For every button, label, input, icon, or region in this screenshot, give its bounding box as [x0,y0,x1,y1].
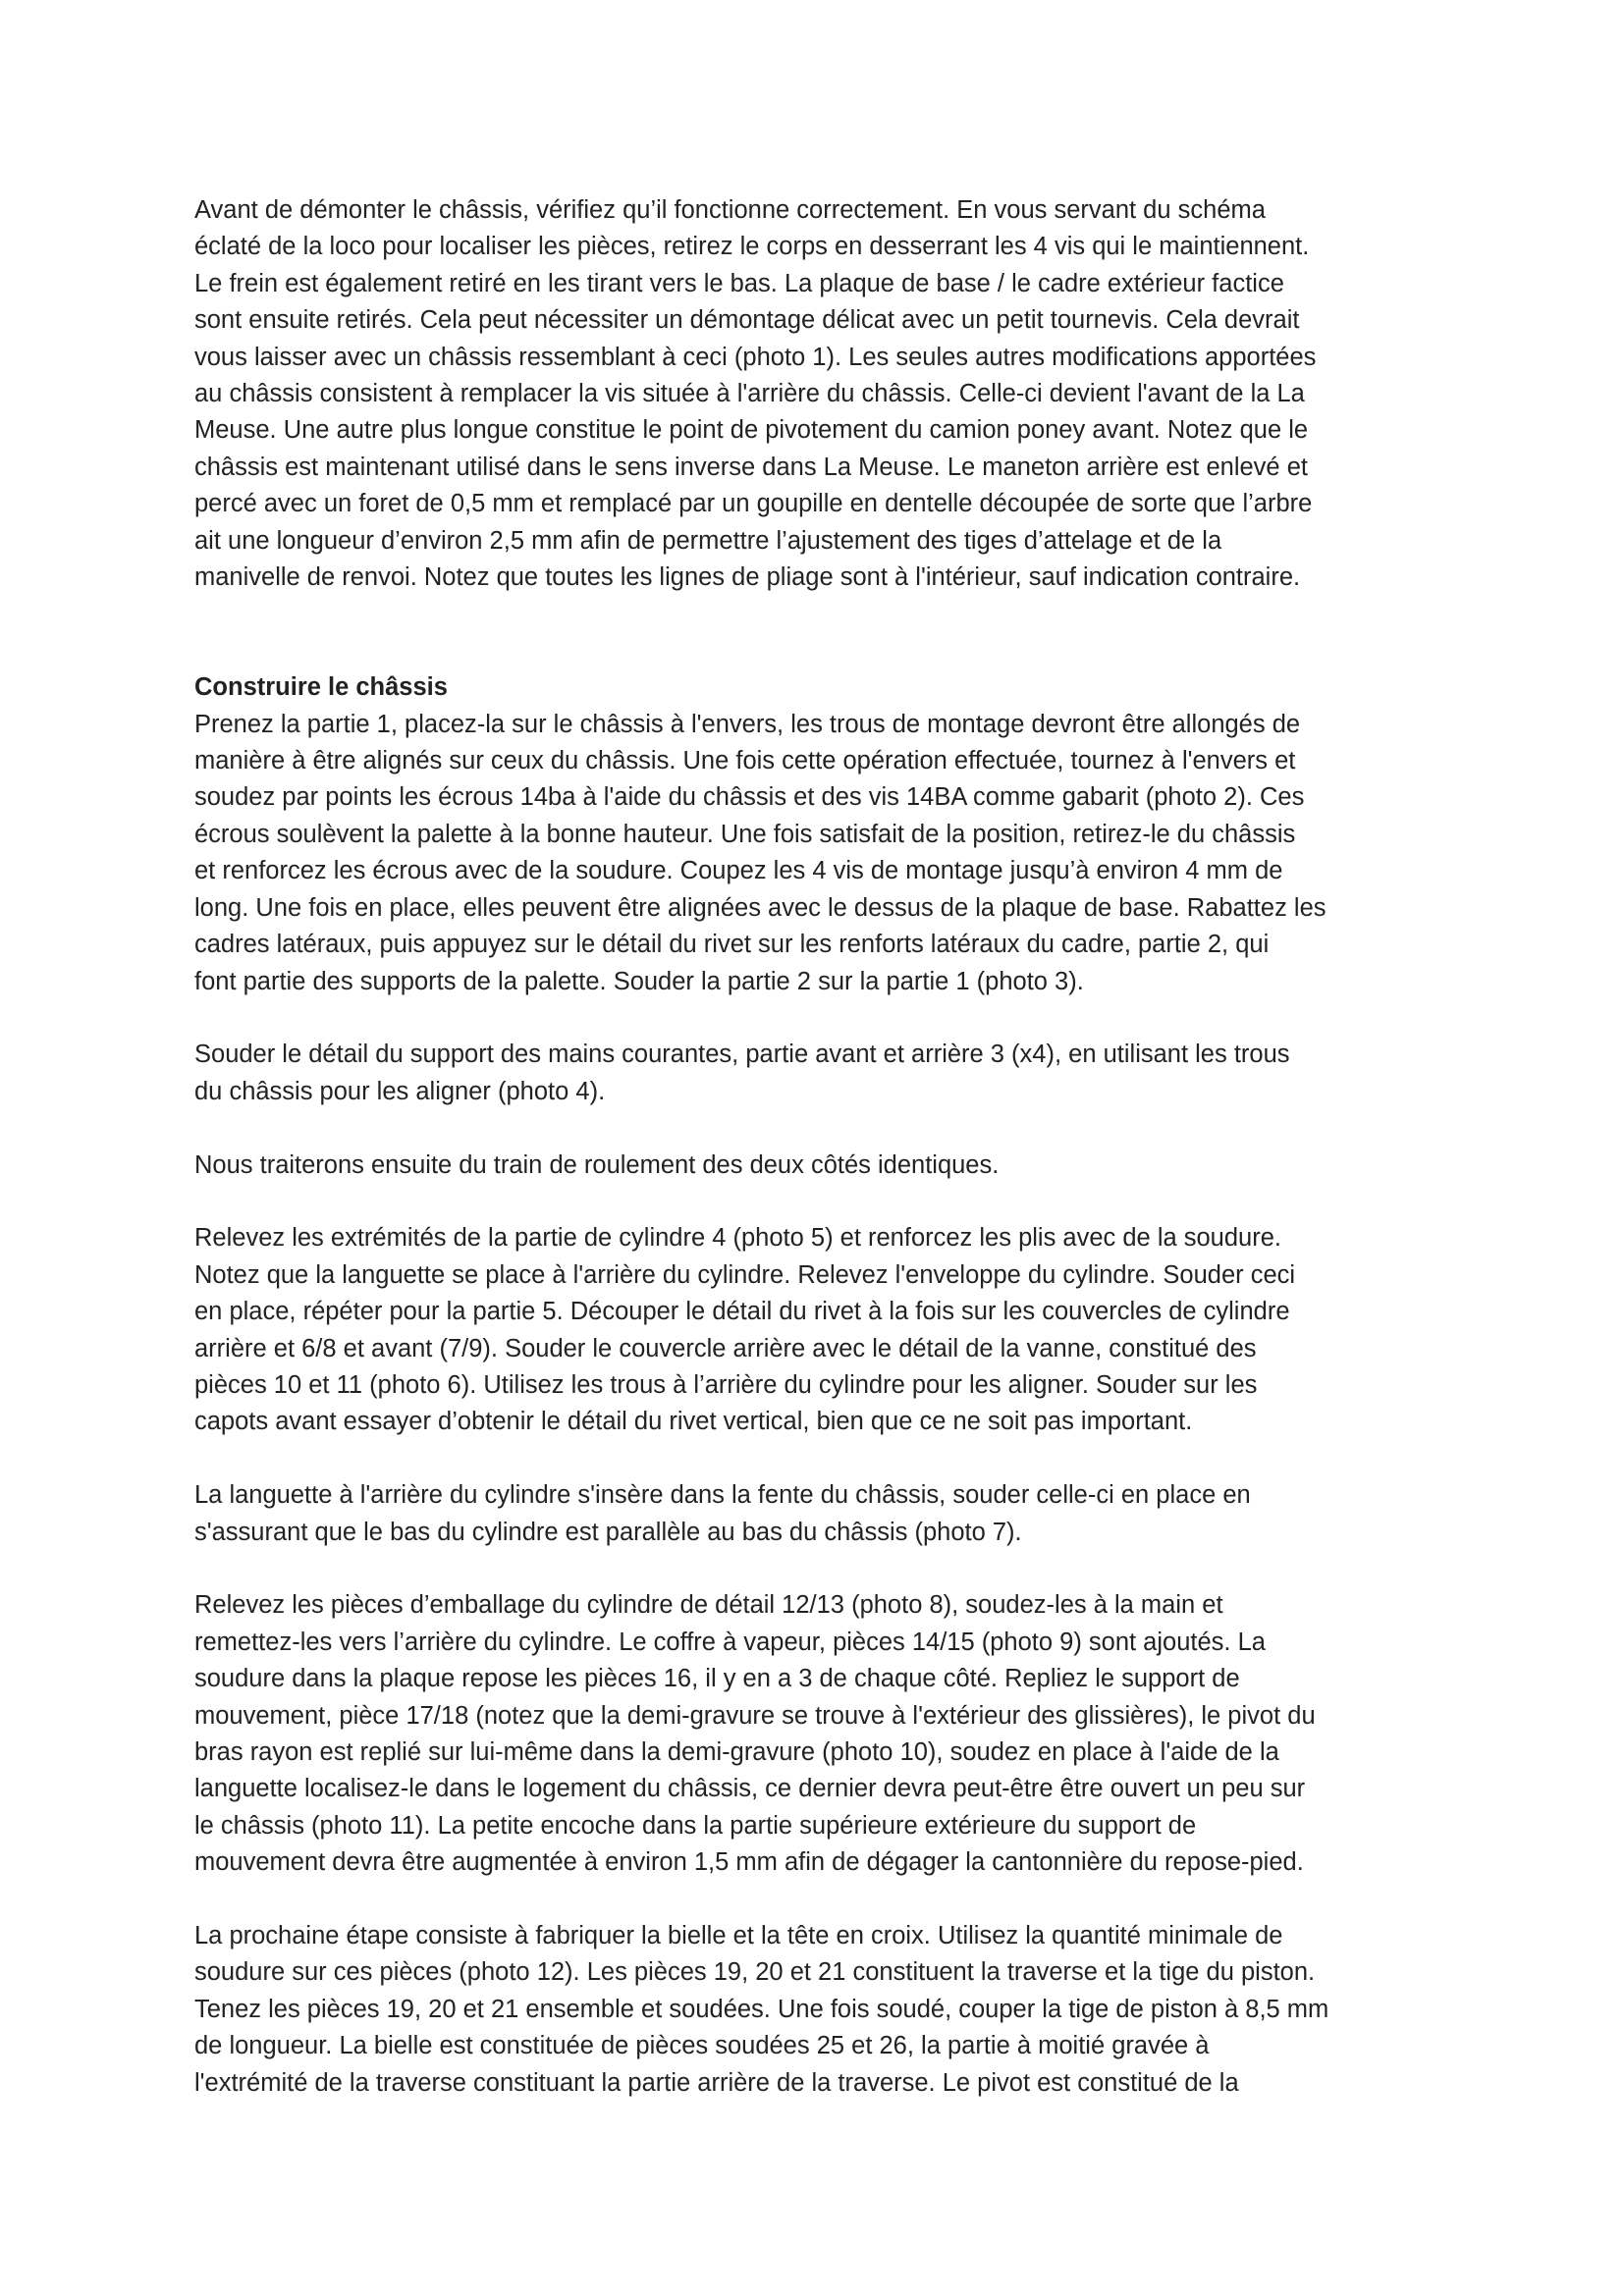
text-line: écrous soulèvent la palette à la bonne hauteur. Une fois satisfait de la position, retirez-le du châssis [194,820,1296,848]
text-line: manière à être alignés sur ceux du châssis. Une fois cette opération effectuée, tournez à l'envers et [194,747,1296,775]
text-line: sont ensuite retirés. Cela peut nécessiter un démontage délicat avec un petit tournevis. Cela devrait [194,306,1300,335]
text-line: languette localisez-le dans le logement du châssis, ce dernier devra peut-être être ouvert un peu sur [194,1775,1306,1803]
text-line: Avant de démonter le châssis, vérifiez qu’il fonctionne correctement. En vous servant du schéma [194,196,1266,224]
text-line: châssis est maintenant utilisé dans le sens inverse dans La Meuse. Le maneton arrière est enlevé et [194,453,1308,481]
text-line: au châssis consistent à remplacer la vis située à l'arrière du châssis. Celle-ci devient l'avant de la La [194,380,1305,408]
text-line: Tenez les pièces 19, 20 et 21 ensemble et soudées. Une fois soudé, couper la tige de piston à 8,5 mm [194,1995,1329,2023]
text-line: Relevez les pièces d’emballage du cylindre de détail 12/13 (photo 8), soudez-les à la main et [194,1591,1223,1620]
handrail-paragraph [194,1037,1451,1110]
text-line: manivelle de renvoi. Notez que toutes les lignes de pliage sont à l'intérieur, sauf indication contraire. [194,563,1301,592]
text-line: capots avant essayer d’obtenir le détail du rivet vertical, bien que ce ne soit pas important. [194,1408,1193,1436]
document-body [194,192,1451,2138]
text-line: soudure dans la plaque repose les pièces 16, il y en a 3 de chaque côté. Repliez le support de [194,1665,1240,1693]
cylinder-paragraph [194,1220,1451,1440]
text-line: Relevez les extrémités de la partie de cylindre 4 (photo 5) et renforcez les plis avec de la soudure. [194,1224,1281,1253]
text-line: La prochaine étape consiste à fabriquer la bielle et la tête en croix. Utilisez la quantité minimale de [194,1921,1283,1949]
packing-paragraph [194,1587,1451,1881]
text-line: le châssis (photo 11). La petite encoche dans la partie supérieure extérieure du support de [194,1811,1197,1840]
text-line: Nous traiterons ensuite du train de roulement des deux côtés identiques. [194,1150,1000,1179]
text-line: vous laisser avec un châssis ressemblant à ceci (photo 1). Les seules autres modifications apportées [194,343,1317,371]
text-line: s'assurant que le bas du cylindre est parallèle au bas du châssis (photo 7). [194,1518,1022,1546]
text-line: bras rayon est replié sur lui-même dans la demi-gravure (photo 10), soudez en place à l'aide de la [194,1737,1279,1766]
text-line: percé avec un foret de 0,5 mm et remplacé par un goupille en dentelle découpée de sorte que l’arbre [194,490,1313,518]
text-line: Notez que la languette se place à l'arrière du cylindre. Relevez l'enveloppe du cylindre. Souder ceci [194,1260,1296,1289]
text-line: et renforcez les écrous avec de la soudure. Coupez les 4 vis de montage jusqu’à environ 4 mm de [194,857,1283,885]
tab-paragraph [194,1477,1451,1551]
section-heading: Construire le châssis [194,673,448,702]
text-line: La languette à l'arrière du cylindre s'insère dans la fente du châssis, souder celle-ci en place en [194,1481,1251,1510]
text-line: l'extrémité de la traverse constituant la partie arrière de la traverse. Le pivot est constitué de la [194,2068,1239,2097]
text-line: pièces 10 et 11 (photo 6). Utilisez les trous à l’arrière du cylindre pour les aligner. Souder sur les [194,1370,1258,1399]
text-line: arrière et 6/8 et avant (7/9). Souder le couvercle arrière avec le détail de la vanne, constitué des [194,1334,1257,1362]
text-line: du châssis pour les aligner (photo 4). [194,1077,606,1105]
text-line: Meuse. Une autre plus longue constitue le point de pivotement du camion poney avant. Notez que le [194,416,1309,445]
text-line: long. Une fois en place, elles peuvent être alignées avec le dessus de la plaque de base. Rabattez les [194,893,1326,922]
text-line: ait une longueur d’environ 2,5 mm afin de permettre l’ajustement des tiges d’attelage et de la [194,526,1222,555]
text-line: mouvement, pièce 17/18 (notez que la demi-gravure se trouve à l'extérieur des glissières), le pivot du [194,1701,1316,1730]
text-line: en place, répéter pour la partie 5. Découper le détail du rivet à la fois sur les couvercles de cylindre [194,1298,1290,1326]
text-line: Prenez la partie 1, placez-la sur le châssis à l'envers, les trous de montage devront être allongés de [194,710,1301,738]
text-line: cadres latéraux, puis appuyez sur le détail du rivet sur les renforts latéraux du cadre, partie 2, qui [194,931,1270,959]
intro-paragraph [194,192,1451,596]
text-line: mouvement devra être augmentée à environ 1,5 mm afin de dégager la cantonnière du repose-pied. [194,1848,1304,1877]
text-line: Le frein est également retiré en les tirant vers le bas. La plaque de base / le cadre extérieur factice [194,269,1284,297]
running-gear-paragraph [194,1148,1451,1184]
text-line: soudure sur ces pièces (photo 12). Les pièces 19, 20 et 21 constituent la traverse et la tige du piston. [194,1958,1316,1987]
chassis-paragraph [194,669,1451,1000]
text-line: remettez-les vers l’arrière du cylindre. Le coffre à vapeur, pièces 14/15 (photo 9) sont ajoutés. La [194,1628,1266,1656]
text-line: éclaté de la loco pour localiser les pièces, retirez le corps en desserrant les 4 vis qui le maintiennent. [194,233,1310,261]
crosshead-paragraph [194,1918,1451,2102]
text-line: font partie des supports de la palette. Souder la partie 2 sur la partie 1 (photo 3). [194,967,1084,995]
text-line: Souder le détail du support des mains courantes, partie avant et arrière 3 (x4), en utilisant les trous [194,1041,1290,1069]
text-line: de longueur. La bielle est constituée de pièces soudées 25 et 26, la partie à moitié gravée à [194,2032,1210,2060]
text-line: soudez par points les écrous 14ba à l'aide du châssis et des vis 14BA comme gabarit (photo 2). Ces [194,783,1305,812]
